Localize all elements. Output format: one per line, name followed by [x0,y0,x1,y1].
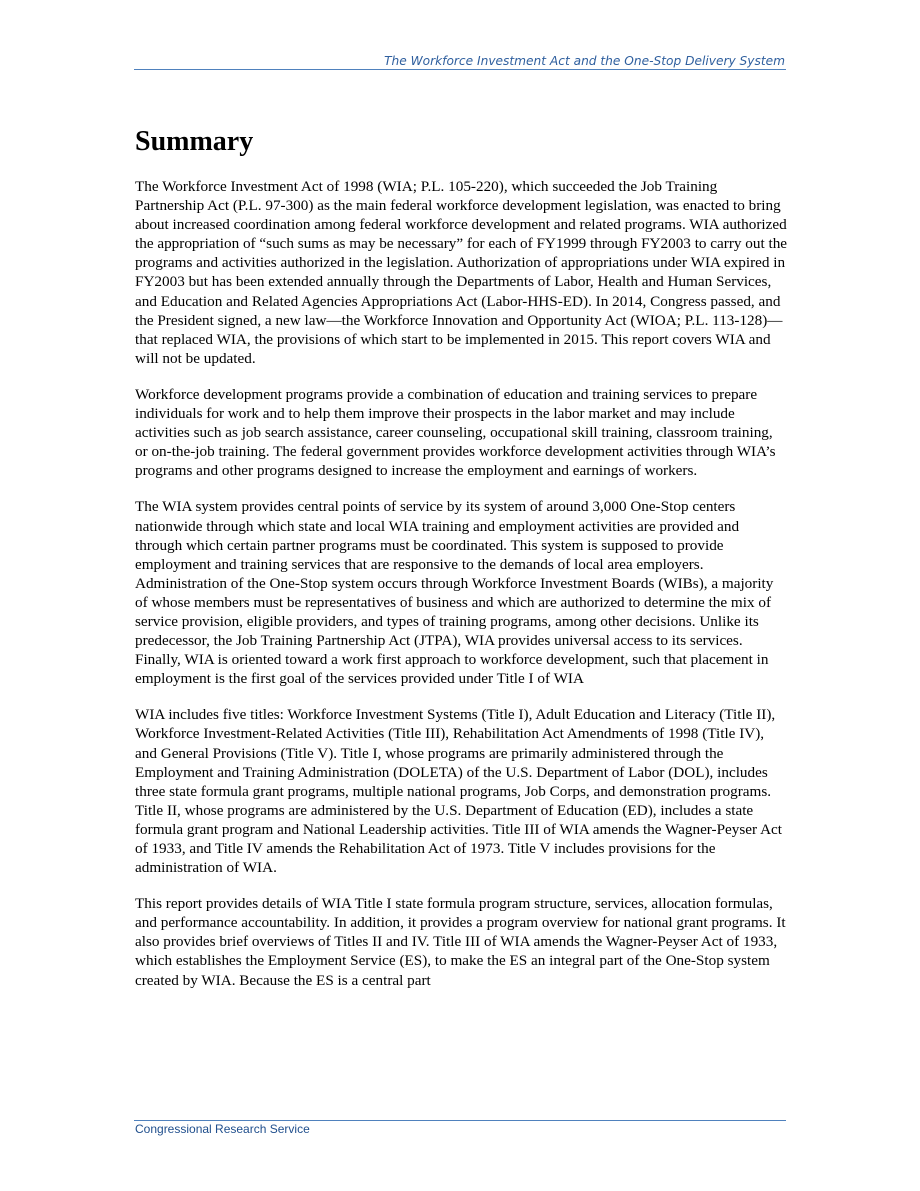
page-title: Summary [135,126,254,157]
header-divider [134,69,786,70]
footer-divider [134,1120,786,1121]
summary-body [135,177,788,1007]
paragraph-1: The Workforce Investment Act of 1998 (WIA; P.L. 105-220), which succeeded the Job Training Partnership Act (P.L. 97-300) as the main federal workforce development legislation, was enacted to bring about increased coordination among federal workforce development and related programs. WIA authorized the appropriation of “such sums as may be necessary” for each of FY1999 through FY2003 to carry out the programs and activities authorized in the legislation. Authorization of appropriations under WIA expired in FY2003 but has been extended annually through the Departments of Labor, Health and Human Services, and Education and Related Agencies Appropriations Act (Labor-HHS-ED). In 2014, Congress passed, and the President signed, a new law—the Workforce Innovation and Opportunity Act (WIOA; P.L. 113-128)—that replaced WIA, the provisions of which start to be implemented in 2015. This report covers WIA and will not be updated. [135,178,788,367]
footer-source: Congressional Research Service [135,1122,310,1136]
paragraph-3: The WIA system provides central points of service by its system of around 3,000 One-Stop centers nationwide through which state and local WIA training and employment activities are provided and through which certain partner programs must be coordinated. This system is supposed to provide employment and training services that are responsive to the demands of local area employers. Administration of the One-Stop system occurs through Workforce Investment Boards (WIBs), a majority of whose members must be representatives of business and which are authorized to determine the mix of service provision, eligible providers, and types of training programs, among other decisions. Unlike its predecessor, the Job Training Partnership Act (JTPA), WIA provides universal access to its services. Finally, WIA is oriented toward a work first approach to workforce development, such that placement in employment is the first goal of the services provided under Title I of WIA [135,498,774,688]
paragraph-5: This report provides details of WIA Title I state formula program structure, services, allocation formulas, and performance accountability. In addition, it provides a program overview for national grant programs. It also provides brief overviews of Titles II and IV. Title III of WIA amends the Wagner-Peyser Act of 1933, which establishes the Employment Service (ES), to make the ES an integral part of the One-Stop system created by WIA. Because the ES is a central part [135,895,786,989]
paragraph-4: WIA includes five titles: Workforce Investment Systems (Title I), Adult Education and Literacy (Title II), Workforce Investment-Related Activities (Title III), Rehabilitation Act Amendments of 1998 (Title IV), and General Provisions (Title V). Title I, whose programs are primarily administered through the Employment and Training Administration (DOLETA) of the U.S. Department of Labor (DOL), includes three state formula grant programs, multiple national programs, Job Corps, and demonstration programs. Title II, whose programs are administered by the U.S. Department of Education (ED), includes a state formula grant program and National Leadership activities. Title III of WIA amends the Wagner-Peyser Act of 1933, and Title IV amends the Rehabilitation Act of 1973. Title V includes provisions for the administration of WIA. [135,706,782,877]
running-header: The Workforce Investment Act and the One-Stop Delivery System [384,54,785,68]
paragraph-2: Workforce development programs provide a combination of education and training services to prepare individuals for work and to help them improve their prospects in the labor market and may include activities such as job search assistance, career counseling, occupational skill training, classroom training, or on-the-job training. The federal government provides workforce development activities through WIA’s programs and other programs designed to increase the employment and earnings of workers. [135,385,776,480]
